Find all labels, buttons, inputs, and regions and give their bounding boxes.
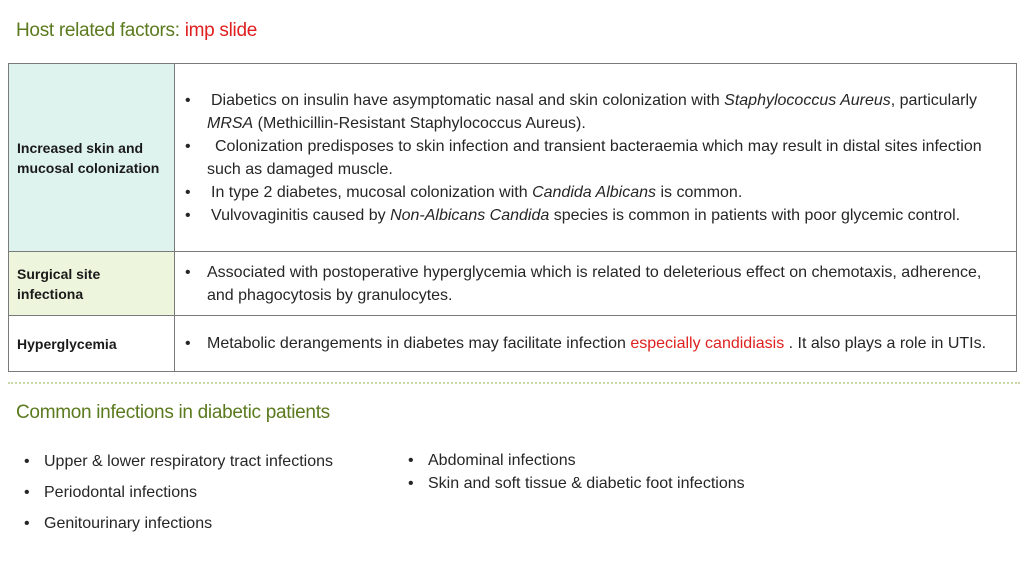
row-content-colonization xyxy=(175,64,1017,252)
table-row xyxy=(9,252,1017,316)
infections-list-right xyxy=(408,449,745,495)
section-divider xyxy=(8,382,1020,384)
row-label-colonization: Increased skin and mucosal colonization xyxy=(9,64,175,252)
row-content-hyperglycemia xyxy=(175,316,1017,372)
row-label-surgical-site: Surgical site infectiona xyxy=(9,252,175,316)
host-factors-table xyxy=(8,63,1017,372)
slide-title-highlight: imp slide xyxy=(184,20,257,41)
table-row xyxy=(9,64,1017,252)
list-item: • In type 2 diabetes, mucosal colonization with Candida Albicans is common. xyxy=(183,181,1002,204)
list-item: • Abdominal infections xyxy=(408,449,745,472)
list-item: • Associated with postoperative hyperglycemia which is related to deleterious effect on chemotaxis, adherence, and phagocytosis by granulocytes. xyxy=(183,261,1002,307)
section-title: Common infections in diabetic patients xyxy=(16,402,330,423)
infections-list-left xyxy=(24,446,333,539)
slide-title-main: Host related factors: xyxy=(16,20,180,41)
list-item: • Periodontal infections xyxy=(24,477,333,508)
table-row xyxy=(9,316,1017,372)
slide-title xyxy=(16,20,257,42)
list-item: • Metabolic derangements in diabetes may facilitate infection especially candidiasis . It also plays a role in UTIs. xyxy=(183,332,1002,355)
row-label-hyperglycemia: Hyperglycemia xyxy=(9,316,175,372)
list-item: • Colonization predisposes to skin infection and transient bacteraemia which may result in distal sites infection such as damaged muscle. xyxy=(183,135,1002,181)
list-item: • Diabetics on insulin have asymptomatic nasal and skin colonization with Staphylococcus Aureus, particularly MRSA (Methicillin-Resistant Staphylococcus Aureus). xyxy=(183,89,1002,135)
row-content-surgical-site xyxy=(175,252,1017,316)
list-item: • Vulvovaginitis caused by Non-Albicans Candida species is common in patients with poor glycemic control. xyxy=(183,204,1002,227)
list-item: • Genitourinary infections xyxy=(24,508,333,539)
list-item: • Skin and soft tissue & diabetic foot infections xyxy=(408,472,745,495)
list-item: • Upper & lower respiratory tract infections xyxy=(24,446,333,477)
